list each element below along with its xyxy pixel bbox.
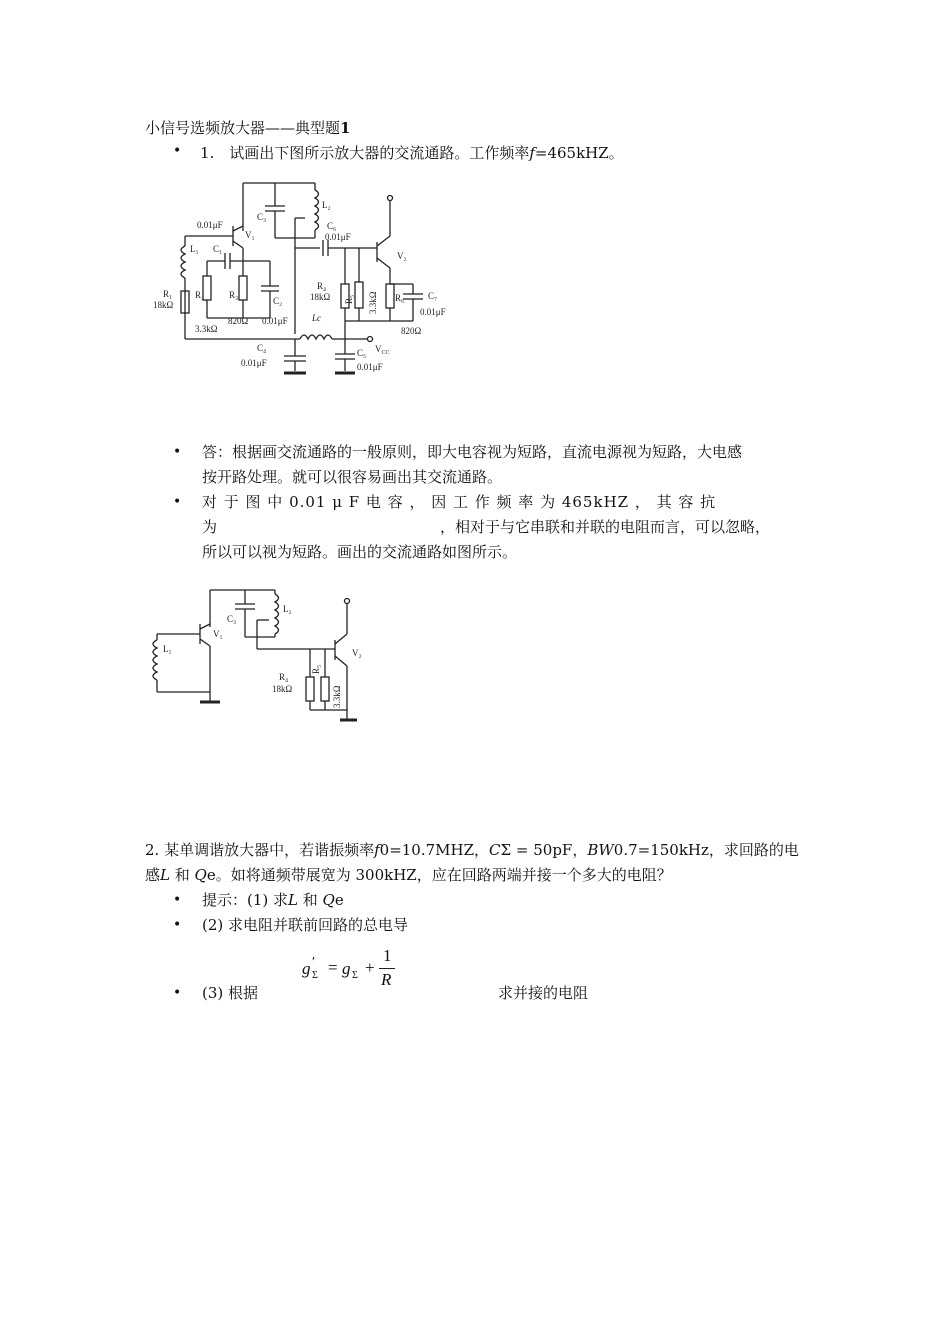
formula-lhs-prime: ′: [312, 955, 316, 970]
formula-rhs: g: [342, 959, 351, 978]
label-c5-val: 0.01μF: [357, 362, 383, 372]
c2-wire: [335, 634, 347, 644]
hint1-l: L: [288, 891, 298, 909]
label-c1: C₁: [213, 244, 223, 254]
r6-resistor: [386, 284, 394, 308]
q2-f0: f: [374, 841, 380, 859]
conductance-formula: [302, 948, 402, 990]
label-v1: V₁: [213, 629, 223, 639]
label-r4: R₄: [279, 672, 289, 682]
q1-bullet: •: [173, 143, 182, 159]
q2-q: Q: [194, 866, 207, 884]
r4-resistor: [306, 677, 314, 701]
label-r6-val: 820Ω: [401, 326, 422, 336]
label-c7: C₇: [428, 291, 438, 301]
hint-2: (2) 求电阻并联前回路的总电导: [202, 916, 409, 934]
q2-text-a: 2. 某单调谐放大器中，若谐振频率: [145, 841, 375, 859]
label-v2: V₂: [352, 648, 362, 658]
formula-fraction-bar: [379, 968, 395, 969]
formula-lhs: g: [302, 959, 311, 978]
label-vcc-sub: CC: [381, 350, 390, 356]
label-r3-val: 820Ω: [228, 316, 249, 326]
formula-denominator: R: [381, 970, 392, 989]
label-l1: L₁: [190, 244, 199, 254]
l1-coil: [181, 246, 185, 278]
q2-text-g: e。如将通频带展宽为 300kHZ，应在回路两端并接一个多大的电阻？: [206, 866, 672, 884]
lc-coil: [300, 335, 332, 339]
label-r4-val: 18kΩ: [310, 292, 331, 302]
label-r4-val: 18kΩ: [272, 684, 293, 694]
formula-rhs-sub: Σ: [352, 970, 358, 981]
q2-text-e: 感: [145, 866, 161, 884]
label-l2: L₂: [283, 604, 292, 614]
hint1-q: Q: [322, 891, 335, 909]
vcc-terminal: [368, 337, 373, 342]
label-c4: C₄: [257, 343, 267, 353]
q2-line-1: [145, 838, 799, 863]
c2-wire: [335, 656, 347, 666]
formula-plus: +: [365, 958, 375, 977]
q2-bw: BW: [587, 841, 614, 859]
r3-resistor: [239, 276, 247, 300]
l2-coil: [275, 594, 279, 634]
q1-freq-var: f: [529, 144, 535, 162]
label-v1: V₁: [245, 230, 255, 240]
hint-3b: 求并接的电阻: [498, 984, 589, 1002]
answer-line-4b: ，相对于与它串联和并联的电阻而言，可以忽略，: [440, 518, 771, 536]
label-vcc: [375, 344, 390, 356]
c1-wire: [233, 226, 243, 231]
formula-numerator: 1: [383, 946, 392, 965]
answer-line-2: 按开路处理。就可以很容易画出其交流通路。: [202, 468, 503, 486]
label-c2: C₂: [273, 296, 283, 306]
label-c2-val: 0.01μF: [262, 316, 288, 326]
hint1-text-a: 提示：(1) 求: [202, 891, 289, 909]
hint1-text-b: 和: [298, 891, 323, 909]
l1-coil: [153, 640, 157, 680]
answer-line-4a: 为: [202, 518, 218, 536]
c2-wire: [200, 624, 210, 629]
q2-text-c: Σ = 50pF，: [500, 841, 588, 859]
r2-resistor: [203, 276, 211, 300]
answer-bullet-1: •: [173, 444, 182, 460]
answer-line-5: 所以可以视为短路。画出的交流通路如图所示。: [202, 543, 518, 561]
q1-text-pre: 1. 试画出下图所示放大器的交流通路。工作频率: [200, 144, 530, 162]
q1-text-post: =465kHZ。: [534, 144, 624, 162]
r5-resistor: [321, 677, 329, 701]
label-v2: V₂: [397, 251, 407, 261]
q2-text-b: 0=10.7MHZ，: [379, 841, 490, 859]
label-r6: R₆: [395, 293, 405, 303]
label-r1-val: 18kΩ: [153, 300, 174, 310]
label-r5: R₅: [311, 664, 321, 674]
c1-wire: [233, 241, 243, 248]
label-c3: C₃: [257, 212, 267, 222]
formula-lhs-sub: Σ: [312, 970, 318, 981]
c2-wire: [200, 639, 210, 646]
q1-text: [200, 141, 624, 166]
label-r3: R₃: [229, 290, 239, 300]
label-r5-val: 3.3kΩ: [332, 685, 342, 708]
label-vcc-main: V: [375, 344, 382, 354]
title-number: 1: [340, 119, 351, 137]
label-lc: Lc: [312, 313, 321, 323]
title-prefix: 小信号选频放大器——典型题: [145, 119, 341, 137]
q2-line-2: [145, 863, 672, 888]
q2-text-d: 0.7=150kHz，求回路的电: [613, 841, 799, 859]
hint-3a: (3) 根据: [202, 984, 259, 1002]
label-c1-val: 0.01μF: [197, 220, 223, 230]
r5-resistor: [355, 282, 363, 308]
label-r5: R₅: [344, 294, 354, 304]
answer-bullet-2: •: [173, 494, 182, 510]
c1-wire: [377, 236, 390, 246]
v2-collector-terminal: [388, 196, 393, 201]
label-r1: R₁: [163, 289, 173, 299]
label-c6: C₆: [327, 221, 337, 231]
q2-text-f: 和: [169, 866, 195, 884]
v2-collector-terminal: [345, 599, 350, 604]
label-r2: R₂: [195, 290, 205, 300]
label-c7-val: 0.01μF: [420, 307, 446, 317]
label-r2-val: 3.3kΩ: [195, 324, 218, 334]
answer-line-3: 对 于 图 中 0.01 μ F 电 容 ， 因 工 作 频 率 为 465kHZ ， 其 容 抗: [202, 493, 717, 511]
label-c4-val: 0.01μF: [241, 358, 267, 368]
label-c5: C₅: [357, 348, 367, 358]
c1-wire: [377, 258, 390, 268]
hint1-text-c: e: [334, 891, 344, 909]
page-title: [145, 116, 350, 141]
hint1-bullet: •: [173, 892, 182, 908]
hint-1: [202, 888, 344, 913]
circuit-diagram-1: [145, 176, 475, 386]
q2-l: L: [160, 866, 170, 884]
formula-eq: =: [328, 958, 338, 977]
label-c3: C₃: [227, 614, 237, 624]
label-r5-val: 3.3kΩ: [368, 291, 378, 314]
label-l1: L₁: [163, 644, 172, 654]
answer-line-1: 答：根据画交流通路的一般原则，即大电容视为短路，直流电源视为短路，大电感: [202, 443, 743, 461]
hint3-bullet: •: [173, 985, 182, 1001]
label-c6-val: 0.01μF: [325, 232, 351, 242]
q2-csig: C: [489, 841, 501, 859]
label-l2: L₂: [322, 200, 331, 210]
hint2-bullet: •: [173, 917, 182, 933]
l2-coil: [315, 190, 319, 230]
label-r4: R₄: [317, 281, 327, 291]
circuit-diagram-2: [145, 582, 370, 727]
